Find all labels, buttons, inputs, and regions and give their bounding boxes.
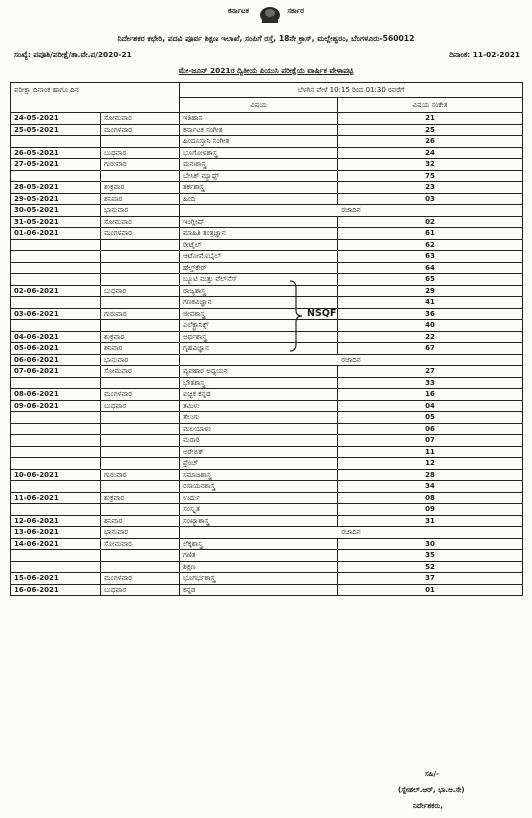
subject-name: ತರ್ಕಶಾಸ್ತ್ರ <box>180 182 338 194</box>
subject-name: ಕನ್ನಡ <box>180 584 338 596</box>
table-row <box>11 331 523 343</box>
exam-date: 25-05-2021 <box>11 124 101 136</box>
subject-name: ಬೇಸಿಕ್ ಮ್ಯಾಥ್ಸ್ <box>180 170 338 182</box>
subject-name: ತೆಲುಗು <box>180 412 338 424</box>
exam-date: 04-06-2021 <box>11 331 101 343</box>
subject-code: 05 <box>338 412 523 424</box>
table-row <box>11 412 523 424</box>
exam-date <box>11 561 101 573</box>
exam-date <box>11 458 101 470</box>
subject-name: ಜೀವಶಾಸ್ತ್ರ <box>180 308 338 320</box>
exam-date: 07-06-2021 <box>11 366 101 378</box>
exam-day: ಸೋಮವಾರ <box>101 538 180 550</box>
subject-code: 35 <box>338 550 523 562</box>
subject-name: ಇತಿಹಾಸ <box>180 113 338 125</box>
exam-day: ಶುಕ್ರವಾರ <box>101 182 180 194</box>
exam-date <box>11 251 101 263</box>
subject-code: 08 <box>338 492 523 504</box>
exam-day: ಗುರುವಾರ <box>101 159 180 171</box>
table-row <box>11 159 523 171</box>
exam-day <box>101 458 180 470</box>
subject-code: 61 <box>338 228 523 240</box>
subject-name: ಫ್ರೆಂಚ್ <box>180 458 338 470</box>
nsqf-label: NSQF <box>307 308 337 319</box>
table-row <box>11 251 523 263</box>
reference-number: ಸಂಖ್ಯೆ: ಪಪೂಶಿ/ಪರೀಕ್ಷೆ/ತಾ.ವೇ.ಪ/2020-21 <box>14 50 132 59</box>
subject-code: 27 <box>338 366 523 378</box>
subject-code: 64 <box>338 262 523 274</box>
subject-name: ಮಲಯಾಳಂ <box>180 423 338 435</box>
holiday-row <box>11 527 523 539</box>
exam-date <box>11 262 101 274</box>
subject-code: 02 <box>338 216 523 228</box>
subject-code: 32 <box>338 159 523 171</box>
exam-day <box>101 561 180 573</box>
table-row <box>11 561 523 573</box>
exam-date <box>11 239 101 251</box>
subject-code: 26 <box>338 136 523 148</box>
exam-date: 27-05-2021 <box>11 159 101 171</box>
subject-code: 03 <box>338 193 523 205</box>
exam-day <box>101 170 180 182</box>
header-title <box>0 7 532 16</box>
exam-date: 28-05-2021 <box>11 182 101 194</box>
table-row <box>11 515 523 527</box>
exam-date: 05-06-2021 <box>11 343 101 355</box>
exam-day: ಶುಕ್ರವಾರ <box>101 492 180 504</box>
office-address: ನಿರ್ದೇಶಕರ ಕಛೇರಿ, ಪದವಿ ಪೂರ್ವ ಶಿಕ್ಷಣ ಇಲಾಖೆ, ಸಂಪಿಗೆ ರಸ್ತೆ, 18ನೇ ಕ್ರಾಸ್, ಮಲ್ಲೇಶ್ವರಂ, ಬೆಂಗಳೂರು-560012 <box>117 34 415 43</box>
exam-date: 10-06-2021 <box>11 469 101 481</box>
exam-date <box>11 320 101 332</box>
exam-day <box>101 423 180 435</box>
table-row <box>11 550 523 562</box>
exam-date: 01-06-2021 <box>11 228 101 240</box>
exam-day: ಭಾನುವಾರ <box>101 527 180 539</box>
subject-code: 41 <box>338 297 523 309</box>
exam-day: ಬುಧವಾರ <box>101 285 180 297</box>
signatory-designation: ನಿರ್ದೇಶಕರು, <box>413 802 443 810</box>
subject-name: ಸಮಾಜಶಾಸ್ತ್ರ <box>180 469 338 481</box>
signatory-name: (ಸ್ನೇಹಲ್.ಆರ್, ಭಾ.ಆ.ಸೇ) <box>398 786 465 794</box>
table-row <box>11 274 523 286</box>
exam-date <box>11 435 101 447</box>
signature-line: ಸಹಿ/- <box>425 770 439 778</box>
exam-date <box>11 412 101 424</box>
subject-name: ಭೂಗರ್ಭಶಾಸ್ತ್ರ <box>180 573 338 585</box>
exam-date: 24-05-2021 <box>11 113 101 125</box>
exam-day: ಗುರುವಾರ <box>101 469 180 481</box>
subject-code: 63 <box>338 251 523 263</box>
exam-date: 13-06-2021 <box>11 527 101 539</box>
table-row <box>11 297 523 309</box>
table-row <box>11 308 523 320</box>
exam-day: ಮಂಗಳವಾರ <box>101 228 180 240</box>
subject-code: 22 <box>338 331 523 343</box>
subject-name: ಗೃಹವಿಜ್ಞಾನ <box>180 343 338 355</box>
table-row <box>11 584 523 596</box>
table-row <box>11 423 523 435</box>
subject-name: ಲೆಕ್ಕಶಾಸ್ತ್ರ <box>180 538 338 550</box>
table-row <box>11 193 523 205</box>
exam-date: 14-06-2021 <box>11 538 101 550</box>
table-row <box>11 481 523 493</box>
table-row <box>11 182 523 194</box>
exam-day: ಸೋಮವಾರ <box>101 216 180 228</box>
exam-date <box>11 170 101 182</box>
exam-day <box>101 412 180 424</box>
exam-date <box>11 297 101 309</box>
table-row <box>11 573 523 585</box>
exam-date: 09-06-2021 <box>11 400 101 412</box>
table-row <box>11 239 523 251</box>
table-row <box>11 446 523 458</box>
subject-code: 31 <box>338 515 523 527</box>
subject-code: 29 <box>338 285 523 297</box>
header-title-right: ಸರ್ಕಾರ <box>287 7 304 15</box>
exam-day: ಭಾನುವಾರ <box>101 205 180 217</box>
table-row <box>11 124 523 136</box>
subject-name: ಮಾಹಿತಿ ತಂತ್ರಜ್ಞಾನ <box>180 228 338 240</box>
exam-date: 03-06-2021 <box>11 308 101 320</box>
subject-name: ಸಂಸ್ಕೃತ <box>180 504 338 516</box>
holiday-label: ರಜಾದಿನ <box>180 354 523 366</box>
subject-name: ವ್ಯವಹಾರ ಅಧ್ಯಯನ <box>180 366 338 378</box>
subject-name: ಮರಾಠಿ <box>180 435 338 447</box>
exam-date: 08-06-2021 <box>11 389 101 401</box>
table-row <box>11 504 523 516</box>
exam-day <box>101 550 180 562</box>
subject-name: ಹೆಲ್ತ್‌ಕೇರ್ <box>180 262 338 274</box>
subject-code: 11 <box>338 446 523 458</box>
holiday-label: ರಜಾದಿನ <box>180 527 523 539</box>
subject-name: ಉರ್ದು <box>180 492 338 504</box>
subject-code: 36 <box>338 308 523 320</box>
exam-day: ಮಂಗಳವಾರ <box>101 573 180 585</box>
exam-day <box>101 136 180 148</box>
exam-day <box>101 320 180 332</box>
exam-date: 11-06-2021 <box>11 492 101 504</box>
table-row <box>11 538 523 550</box>
subject-code: 04 <box>338 400 523 412</box>
subject-code: 23 <box>338 182 523 194</box>
table-row <box>11 147 523 159</box>
subject-code: 06 <box>338 423 523 435</box>
exam-day: ಶನಿವಾರ <box>101 193 180 205</box>
exam-date <box>11 136 101 148</box>
subject-name: ಎಲೆಕ್ಟ್ರಾನಿಕ್ಸ್ <box>180 320 338 332</box>
subject-name: ಗಣಕವಿಜ್ಞಾನ <box>180 297 338 309</box>
exam-date: 29-05-2021 <box>11 193 101 205</box>
subject-code: 65 <box>338 274 523 286</box>
exam-date <box>11 481 101 493</box>
subject-name: ಐಚ್ಛಿಕ ಕನ್ನಡ <box>180 389 338 401</box>
exam-day <box>101 481 180 493</box>
exam-timetable <box>10 82 523 596</box>
subject-code: 09 <box>338 504 523 516</box>
subject-name: ಗಣಿತ <box>180 550 338 562</box>
subject-name: ರಾಜ್ಯಶಾಸ್ತ್ರ <box>180 285 338 297</box>
holiday-row <box>11 354 523 366</box>
table-row <box>11 320 523 332</box>
subject-name: ಹಿಂದೂಸ್ತಾನಿ ಸಂಗೀತ <box>180 136 338 148</box>
exam-date: 31-05-2021 <box>11 216 101 228</box>
code-header: ವಿಷಯ ಸಂಕೇತ <box>338 98 523 113</box>
table-row <box>11 469 523 481</box>
exam-date: 26-05-2021 <box>11 147 101 159</box>
subject-code: 75 <box>338 170 523 182</box>
table-row <box>11 458 523 470</box>
table-row <box>11 389 523 401</box>
exam-day: ಭಾನುವಾರ <box>101 354 180 366</box>
subject-header: ವಿಷಯ <box>180 98 338 113</box>
exam-date <box>11 550 101 562</box>
exam-date: 12-06-2021 <box>11 515 101 527</box>
exam-date <box>11 504 101 516</box>
subject-code: 07 <box>338 435 523 447</box>
subject-code: 28 <box>338 469 523 481</box>
subject-name: ಇಂಗ್ಲೀಷ್ <box>180 216 338 228</box>
date-day-header: ಪರೀಕ್ಷಾ ದಿನಾಂಕ ಹಾಗೂ ದಿನ <box>11 83 180 113</box>
subject-name: ರಸಾಯನಶಾಸ್ತ್ರ <box>180 481 338 493</box>
exam-date <box>11 274 101 286</box>
subject-name: ಭೌತಶಾಸ್ತ್ರ <box>180 377 338 389</box>
subject-name: ಆಟೋಮೊಬೈಲ್ <box>180 251 338 263</box>
exam-day <box>101 262 180 274</box>
exam-day: ಮಂಗಳವಾರ <box>101 389 180 401</box>
exam-day: ಸೋಮವಾರ <box>101 366 180 378</box>
table-row <box>11 343 523 355</box>
subject-code: 67 <box>338 343 523 355</box>
subject-name: ಶಿಕ್ಷಣ <box>180 561 338 573</box>
nsqf-brace-icon <box>289 280 303 352</box>
exam-day: ಬುಧವಾರ <box>101 147 180 159</box>
subject-code: 33 <box>338 377 523 389</box>
exam-date <box>11 423 101 435</box>
holiday-row <box>11 205 523 217</box>
table-row <box>11 377 523 389</box>
subject-name: ಹಿಂದಿ <box>180 193 338 205</box>
table-row <box>11 216 523 228</box>
subject-name: ಭೂಗೋಳಶಾಸ್ತ್ರ <box>180 147 338 159</box>
exam-date: 15-06-2021 <box>11 573 101 585</box>
subject-code: 40 <box>338 320 523 332</box>
exam-day: ಶನಿವಾರ <box>101 515 180 527</box>
table-row <box>11 228 523 240</box>
table-row <box>11 262 523 274</box>
table-header-row <box>11 83 523 98</box>
subject-name: ಕರ್ನಾಟಕ ಸಂಗೀತ <box>180 124 338 136</box>
time-header: ಬೆಳಗಿನ ವೇಳೆ 10:15 ರಿಂದ 01:30 ರವರೆಗೆ <box>180 83 523 98</box>
subtitle-text: ಮೇ-ಜೂನ್ 2021ರ ದ್ವಿತೀಯ ಪಿಯುಸಿ ಪರೀಕ್ಷೆಯ ವಾರ್ಷಿಕ ವೇಳಾಪಟ್ಟಿ <box>178 66 354 75</box>
subject-code: 37 <box>338 573 523 585</box>
header-title-left: ಕರ್ನಾಟಕ <box>228 7 249 15</box>
subject-code: 25 <box>338 124 523 136</box>
subject-name: ಅರೇಬಿಕ್ <box>180 446 338 458</box>
exam-date: 16-06-2021 <box>11 584 101 596</box>
exam-day <box>101 504 180 516</box>
exam-day <box>101 274 180 286</box>
subject-code: 16 <box>338 389 523 401</box>
subject-code: 24 <box>338 147 523 159</box>
subject-name: ಮನಃಶಾಸ್ತ್ರ <box>180 159 338 171</box>
table-row <box>11 113 523 125</box>
table-row <box>11 170 523 182</box>
exam-day: ಶನಿವಾರ <box>101 343 180 355</box>
subject-name: ತಮಿಳು <box>180 400 338 412</box>
subject-name: ರೀಟೈಲ್ <box>180 239 338 251</box>
exam-date: 06-06-2021 <box>11 354 101 366</box>
subject-name: ಬ್ಯೂಟಿ ಮತ್ತು ವೆಲ್‌ನೆಸ್ <box>180 274 338 286</box>
subject-code: 12 <box>338 458 523 470</box>
subject-code: 21 <box>338 113 523 125</box>
table-row <box>11 435 523 447</box>
exam-date <box>11 377 101 389</box>
holiday-label: ರಜಾದಿನ <box>180 205 523 217</box>
exam-day: ಸೋಮವಾರ <box>101 113 180 125</box>
exam-day: ಗುರುವಾರ <box>101 308 180 320</box>
document-subtitle <box>0 66 532 76</box>
table-row <box>11 400 523 412</box>
exam-day: ಬುಧವಾರ <box>101 584 180 596</box>
exam-day <box>101 377 180 389</box>
subject-code: 30 <box>338 538 523 550</box>
subject-code: 52 <box>338 561 523 573</box>
table-row <box>11 285 523 297</box>
exam-day: ಮಂಗಳವಾರ <box>101 124 180 136</box>
exam-day <box>101 297 180 309</box>
document-date: ದಿನಾಂಕ: 11-02-2021 <box>449 50 520 59</box>
table-row <box>11 136 523 148</box>
exam-date: 30-05-2021 <box>11 205 101 217</box>
subject-code: 01 <box>338 584 523 596</box>
exam-day <box>101 446 180 458</box>
exam-day <box>101 239 180 251</box>
subject-name: ಅರ್ಥಶಾಸ್ತ್ರ <box>180 331 338 343</box>
subject-code: 34 <box>338 481 523 493</box>
exam-day <box>101 435 180 447</box>
exam-day <box>101 251 180 263</box>
table-row <box>11 366 523 378</box>
subject-name: ಸಂಖ್ಯಾಶಾಸ್ತ್ರ <box>180 515 338 527</box>
subject-code: 62 <box>338 239 523 251</box>
exam-day: ಶುಕ್ರವಾರ <box>101 331 180 343</box>
exam-date: 02-06-2021 <box>11 285 101 297</box>
table-row <box>11 492 523 504</box>
exam-date <box>11 446 101 458</box>
exam-day: ಬುಧವಾರ <box>101 400 180 412</box>
